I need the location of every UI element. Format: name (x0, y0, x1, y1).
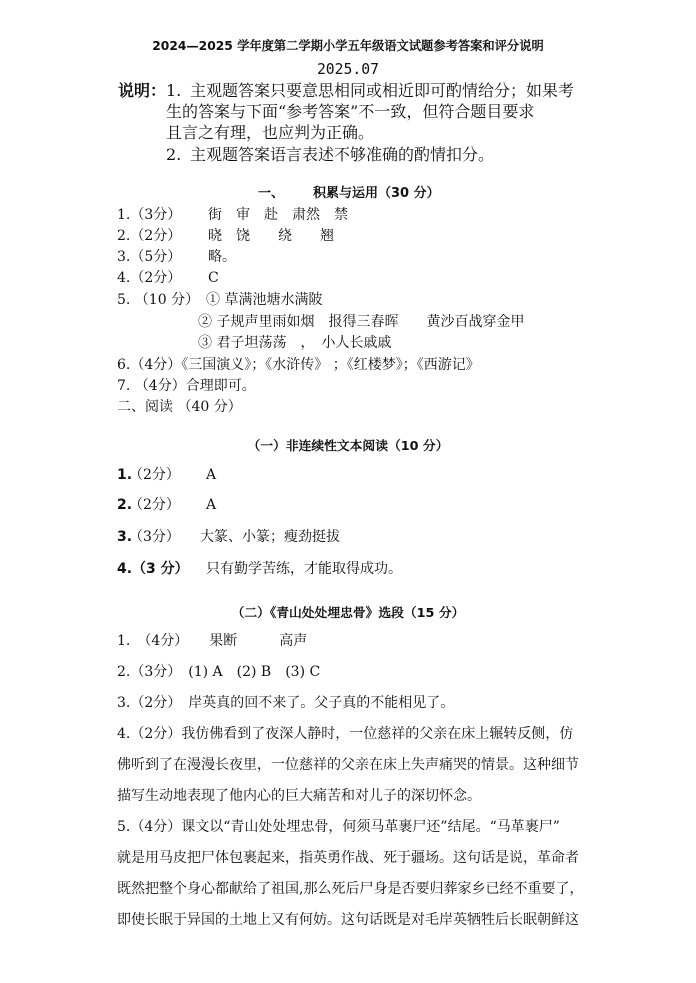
q3-label: 3.（5分） (117, 249, 182, 265)
q2-answer: 晓 饶 绕 翘 (208, 228, 334, 244)
q1-label: 1.（3分） (117, 207, 182, 223)
s1-q4-answer: 只有勤学苦练，才能取得成功。 (206, 561, 402, 577)
q5-answer-2: ② 子规声里雨如烟 报得三春晖 黄沙百战穿金甲 (198, 314, 525, 330)
q5-label: 5. （10 分） (117, 292, 200, 308)
s2-q1-line: 1. （4分） 果断 高声 (117, 633, 308, 649)
note-1-line-1: 主观题答案只要意思相同或相近即可酌情给分；如果考 (190, 81, 575, 100)
note-1-line-2: 生的答案与下面“参考答案”不一致，但符合题目要求 (166, 102, 535, 121)
s2-q5-line-3: 既然把整个身心都献给了祖国,那么死后尸身是否要归葬家乡已经不重要了， (117, 881, 584, 897)
q4-answer: C (208, 270, 219, 286)
q7-line: 7. （4分）合理即可。 (117, 378, 256, 394)
s2-q4-line-2: 佛听到了在漫漫长夜里，一位慈祥的父亲在床上失声痛哭的情景。这种细节 (117, 757, 579, 773)
s1-q1-answer: A (206, 467, 217, 483)
note-2-number: 2. (166, 145, 182, 164)
q1-answer: 街 审 赴 肃然 禁 (208, 207, 348, 223)
s1-q2-number: 2. (117, 497, 133, 513)
s2-q5-line-2: 就是用马皮把尸体包裹起来，指英勇作战、死于疆场。这句话是说，革命者 (117, 850, 579, 866)
document-date: 2025.07 (316, 61, 380, 78)
document-title: 2024—2025 学年度第二学期小学五年级语文试题参考答案和评分说明 (152, 39, 544, 53)
s2-q5-line-1: 5.（4分）课文以“青山处处埋忠骨，何须马革裹尸还”结尾。“马革裹尸” (117, 819, 560, 835)
part-1-heading: 积累与运用（30 分） (313, 186, 440, 201)
s1-q3-score: （3分） (129, 529, 180, 545)
s2-q3-line: 3.（2分） 岸英真的回不来了。父子真的不能相见了。 (117, 695, 455, 711)
note-1-line-3: 且言之有理，也应判为正确。 (166, 123, 375, 142)
q6-line: 6.（4分）《三国演义》；《水浒传》 ；《红楼梦》；《西游记》 (117, 357, 480, 373)
s1-q1-score: （2分） (129, 467, 180, 483)
s2-q2-line: 2.（3分） (1) A (2) B (3) C (117, 664, 321, 680)
q2-label: 2.（2分） (117, 228, 182, 244)
q3-answer: 略。 (208, 249, 236, 265)
q5-answer-1: ① 草满池塘水满陂 (206, 292, 323, 308)
note-1-number: 1. (166, 81, 182, 100)
note-2-line-1: 主观题答案语言表述不够准确的酌情扣分。 (190, 145, 495, 164)
s2-q4-line-1: 4.（2分）我仿佛看到了夜深人静时，一位慈祥的父亲在床上辗转反侧，仿 (117, 726, 574, 742)
s2-q5-line-4: 即使长眠于异国的土地上又有何妨。这句话既是对毛岸英牺牲后长眠朝鲜这 (117, 912, 579, 928)
s1-q3-answer: 大篆、小篆；瘦劲挺拔 (200, 529, 340, 545)
part-2-heading: 二、阅读 （40 分） (117, 399, 242, 415)
s1-q2-answer: A (206, 497, 217, 513)
s1-q2-score: （2分） (129, 497, 180, 513)
s1-q4-label: 4.（3 分） (117, 561, 189, 577)
s2-q4-line-3: 描写生动地表现了他内心的巨大痛苦和对儿子的深切怀念。 (117, 788, 481, 804)
s1-q3-number: 3. (117, 529, 133, 545)
q4-label: 4.（2分） (117, 270, 182, 286)
q5-answer-3: ③ 君子坦荡荡 ， 小人长戚戚 (198, 335, 392, 351)
section-2-heading: （二）《青山处处埋忠骨》选段（15 分） (231, 606, 465, 621)
s1-q1-number: 1. (117, 467, 133, 483)
part-1-heading-number: 一、 (258, 186, 285, 201)
section-1-heading: （一）非连续性文本阅读（10 分） (247, 439, 449, 454)
notes-label: 说明： (118, 81, 167, 100)
